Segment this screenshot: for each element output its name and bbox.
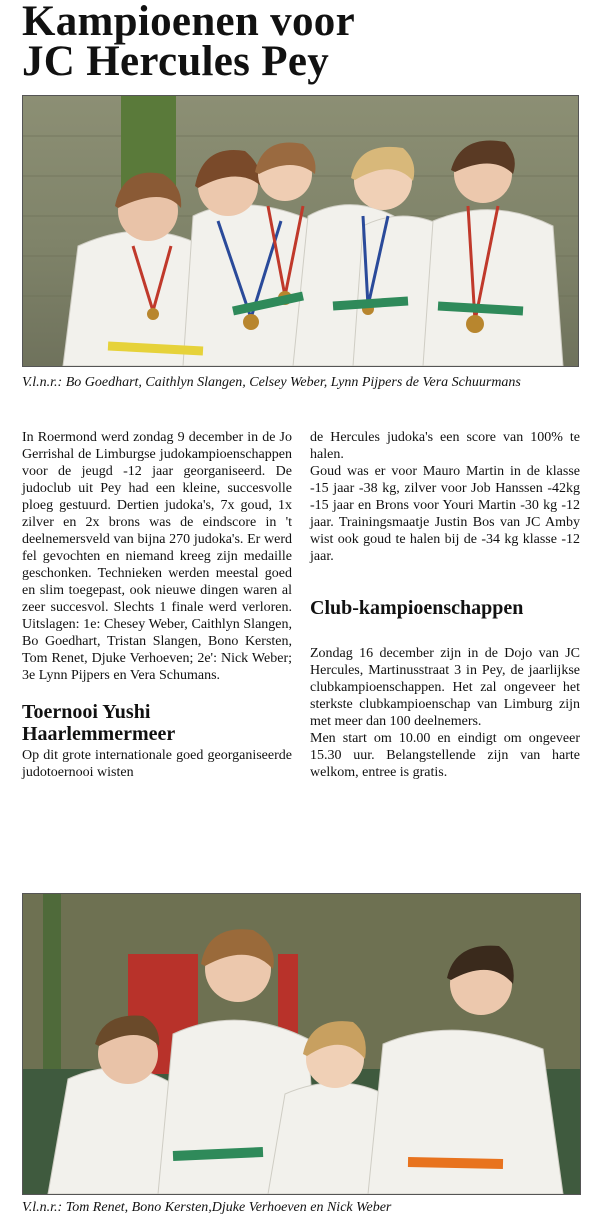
- photo-caption-top: V.l.n.r.: Bo Goedhart, Caithlyn Slangen, Celsey Weber, Lynn Pijpers de Vera Schuurmans: [22, 375, 521, 390]
- photo-girls-illustration: [23, 96, 578, 366]
- photo-boys-illustration: [23, 894, 580, 1194]
- article-paragraph: In Roermond werd zondag 9 december in de Jo Gerrishal de Limburgse judokampioenschappen voor de jeugd -12 jaar georganiseerd. De judoclub uit Pey had een kleine, succesvolle ploeg gestuurd. Dertien judoka's, 7x goud, 1x zilver en 2x brons was de eindscore in 't deelnemersveld van bijna 270 judoka's. Er werd fel gevochten en niemand kreeg zijn medaille geschonken. Technieken werden meestal goed en slim toegepast, ook nieuwe dingen waren al zeer succesvol. Slechts 1 finale werd verloren. Uitslagen: 1e: Chesey Weber, Caithlyn Slangen, Bo Goedhart, Tristan Slangen, Bono Kersten, Tom Renet, Djuke Verhoeven; 2e': Nick Weber; 3e Lynn Pijpers en Vera Schumans.: [22, 430, 292, 683]
- article-paragraph: Goud was er voor Mauro Martin in de klasse -15 jaar -38 kg, zilver voor Job Hanssen -42kg -15 jaar en Brons voor Youri Martin -30 kg -12 jaar. Trainingsmaatje Justin Bos van JC Amby wist ook goud te halen bij de -34 kg klasse -12 jaar.: [310, 464, 580, 564]
- article-column-left: [22, 429, 292, 781]
- article-paragraph: de Hercules judoka's een score van 100% te halen.: [310, 430, 580, 462]
- subheading-clubkampioenschappen: Club-kampioenschappen: [310, 597, 524, 619]
- photo-boys-team: [22, 893, 581, 1195]
- headline-line-2: JC Hercules Pey: [22, 38, 330, 85]
- article-paragraph: Op dit grote internationale goed georganiseerde judotoernooi wisten: [22, 748, 292, 780]
- photo-girls-team: [22, 95, 579, 367]
- headline: [22, 0, 592, 85]
- subheading-toernooi: Toernooi Yushi Haarlemmermeer: [22, 701, 176, 745]
- article-paragraph: Zondag 16 december zijn in de Dojo van JC Hercules, Martinusstraat 3 in Pey, de jaarlijkse clubkampioenschappen. Het zal ongeveer het sterkste clubkampioenschap van Limburg zijn met meer dan 100 deelnemers.: [310, 646, 580, 729]
- headline-line-1: Kampioenen voor: [22, 0, 355, 45]
- article-paragraph: Men start om 10.00 en eindigt om ongeveer 15.30 uur. Belangstellende zijn van harte welkom, entree is gratis.: [310, 731, 580, 780]
- photo-caption-bottom: V.l.n.r.: Tom Renet, Bono Kersten,Djuke Verhoeven en Nick Weber: [22, 1200, 392, 1215]
- article-column-right: [310, 429, 580, 781]
